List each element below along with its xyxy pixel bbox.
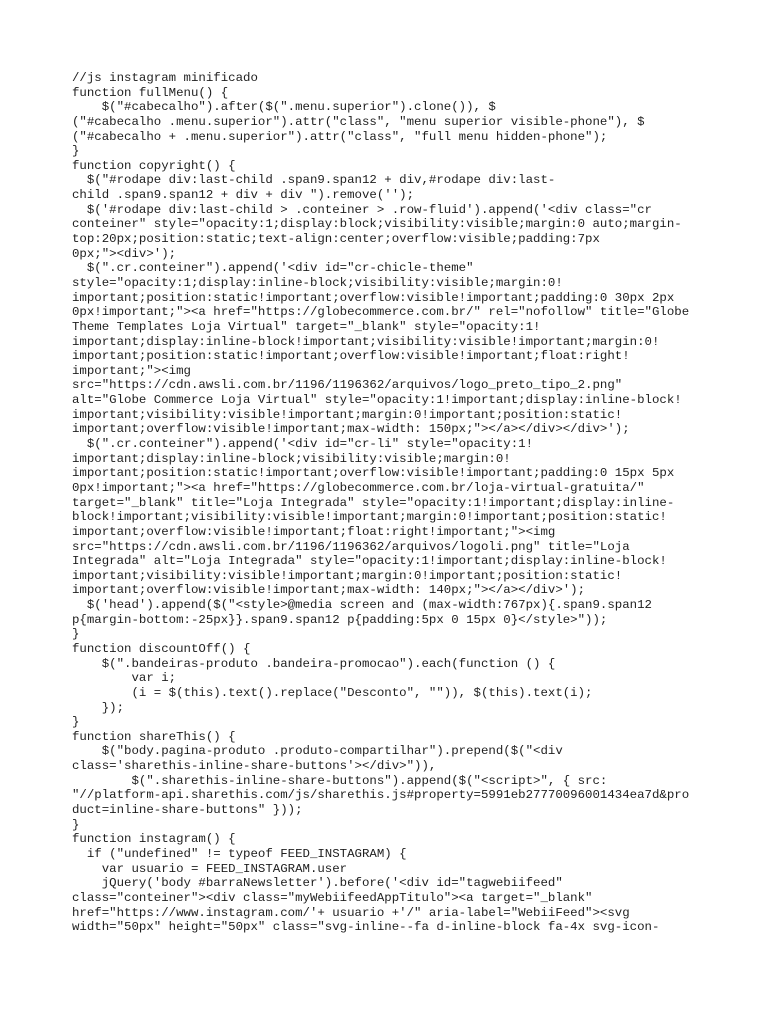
code-line: width="50px" height="50px" class="svg-inline--fa d-inline-block fa-4x svg-icon- <box>72 920 660 935</box>
code-line: Theme Templates Loja Virtual" target="_blank" style="opacity:1! <box>72 319 541 334</box>
code-line: function copyright() { <box>72 158 236 173</box>
code-line: p{margin-bottom:-25px}}.span9.span12 p{padding:5px 0 15px 0}</style>")); <box>72 612 608 627</box>
code-line: $("#rodape div:last-child .span9.span12 + div,#rodape div:last- <box>72 173 556 188</box>
code-line: ("#cabecalho .menu.superior").attr("class", "menu superior visible-phone"), $ <box>72 114 645 129</box>
code-line: } <box>72 627 80 642</box>
code-line: important;display:inline-block;visibility:visible;margin:0! <box>72 451 511 466</box>
code-line: 0px;"><div>'); <box>72 246 177 261</box>
code-line: child .span9.span12 + div + div ").remove(''); <box>72 188 415 203</box>
code-line: } <box>72 817 80 832</box>
code-line: Integrada" alt="Loja Integrada" style="opacity:1!important;display:inline-block! <box>72 554 667 569</box>
code-line: function shareThis() { <box>72 729 236 744</box>
code-line: $(".bandeiras-produto .bandeira-promocao").each(function () { <box>72 656 556 671</box>
code-line: important;visibility:visible!important;margin:0!important;position:static! <box>72 568 623 583</box>
code-line: }); <box>72 700 125 715</box>
code-line: important;position:static!important;overflow:visible!important;padding:0 15px 5px <box>72 466 675 481</box>
code-line: important;"><img <box>72 363 191 378</box>
code-line: $("#cabecalho").after($(".menu.superior").clone()), $ <box>72 100 496 115</box>
code-line: function fullMenu() { <box>72 85 229 100</box>
code-line: function instagram() { <box>72 832 236 847</box>
code-line: href="https://www.instagram.com/'+ usuario +'/" aria-label="WebiiFeed"><svg <box>72 905 630 920</box>
code-line: important;overflow:visible!important;float:right!important;"><img <box>72 524 556 539</box>
code-line: jQuery('body #barraNewsletter').before('<div id="tagwebiifeed" <box>72 876 563 891</box>
code-line: important;visibility:visible!important;margin:0!important;position:static! <box>72 407 623 422</box>
code-line: alt="Globe Commerce Loja Virtual" style="opacity:1!important;display:inline-block! <box>72 393 682 408</box>
code-line: $("body.pagina-produto .produto-compartilhar").prepend($("<div <box>72 744 563 759</box>
code-listing <box>72 71 712 935</box>
code-line: ("#cabecalho + .menu.superior").attr("class", "full menu hidden-phone"); <box>72 129 608 144</box>
code-line: class="conteiner"><div class="myWebiifeedAppTitulo"><a target="_blank" <box>72 890 593 905</box>
code-line: "//platform-api.sharethis.com/js/sharethis.js#property=5991eb27770096001434ea7d&pro <box>72 788 690 803</box>
code-line: 0px!important;"><a href="https://globecommerce.com.br/" rel="nofollow" title="Globe <box>72 305 690 320</box>
code-line: function discountOff() { <box>72 641 251 656</box>
code-line: important;overflow:visible!important;max-width: 140px;"></a></div>'); <box>72 583 586 598</box>
code-line: block!important;visibility:visible!important;margin:0!important;position:static! <box>72 510 667 525</box>
code-line: $(".sharethis-inline-share-buttons").append($("<script>", { src: <box>72 773 608 788</box>
code-line: 0px!important;"><a href="https://globecommerce.com.br/loja-virtual-gratuita/" <box>72 480 645 495</box>
code-line: important;position:static!important;overflow:visible!important;padding:0 30px 2px <box>72 290 675 305</box>
code-line: top:20px;position:static;text-align:center;overflow:visible;padding:7px <box>72 232 600 247</box>
code-line: if ("undefined" != typeof FEED_INSTAGRAM) { <box>72 846 407 861</box>
code-line: important;position:static!important;overflow:visible!important;float:right! <box>72 349 630 364</box>
code-line: $('head').append($("<style>@media screen and (max-width:767px){.span9.span12 <box>72 598 652 613</box>
code-line: $('#rodape div:last-child > .conteiner > .row-fluid').append('<div class="cr <box>72 202 652 217</box>
code-line: $(".cr.conteiner").append('<div id="cr-li" style="opacity:1! <box>72 437 534 452</box>
code-line: src="https://cdn.awsli.com.br/1196/1196362/arquivos/logo_preto_tipo_2.png" <box>72 378 623 393</box>
code-line: important;overflow:visible!important;max-width: 150px;"></a></div></div>'); <box>72 422 630 437</box>
code-line: var usuario = FEED_INSTAGRAM.user <box>72 861 348 876</box>
code-line: conteiner" style="opacity:1;display:block;visibility:visible;margin:0 auto;margin- <box>72 217 682 232</box>
code-line: target="_blank" title="Loja Integrada" style="opacity:1!important;display:inline- <box>72 495 675 510</box>
code-line: important;display:inline-block!important;visibility:visible!important;margin:0! <box>72 334 660 349</box>
code-line: duct=inline-share-buttons" })); <box>72 803 303 818</box>
code-line: style="opacity:1;display:inline-block;visibility:visible;margin:0! <box>72 275 563 290</box>
code-line: $(".cr.conteiner").append('<div id="cr-chicle-theme" <box>72 261 474 276</box>
code-line: } <box>72 715 80 730</box>
code-line: var i; <box>72 671 177 686</box>
code-line: (i = $(this).text().replace("Desconto", "")), $(this).text(i); <box>72 685 593 700</box>
code-line: //js instagram minificado <box>72 71 258 85</box>
code-line: } <box>72 144 80 159</box>
code-line: class='sharethis-inline-share-buttons'></div>")), <box>72 759 437 774</box>
code-line: src="https://cdn.awsli.com.br/1196/1196362/arquivos/logoli.png" title="Loja <box>72 539 630 554</box>
